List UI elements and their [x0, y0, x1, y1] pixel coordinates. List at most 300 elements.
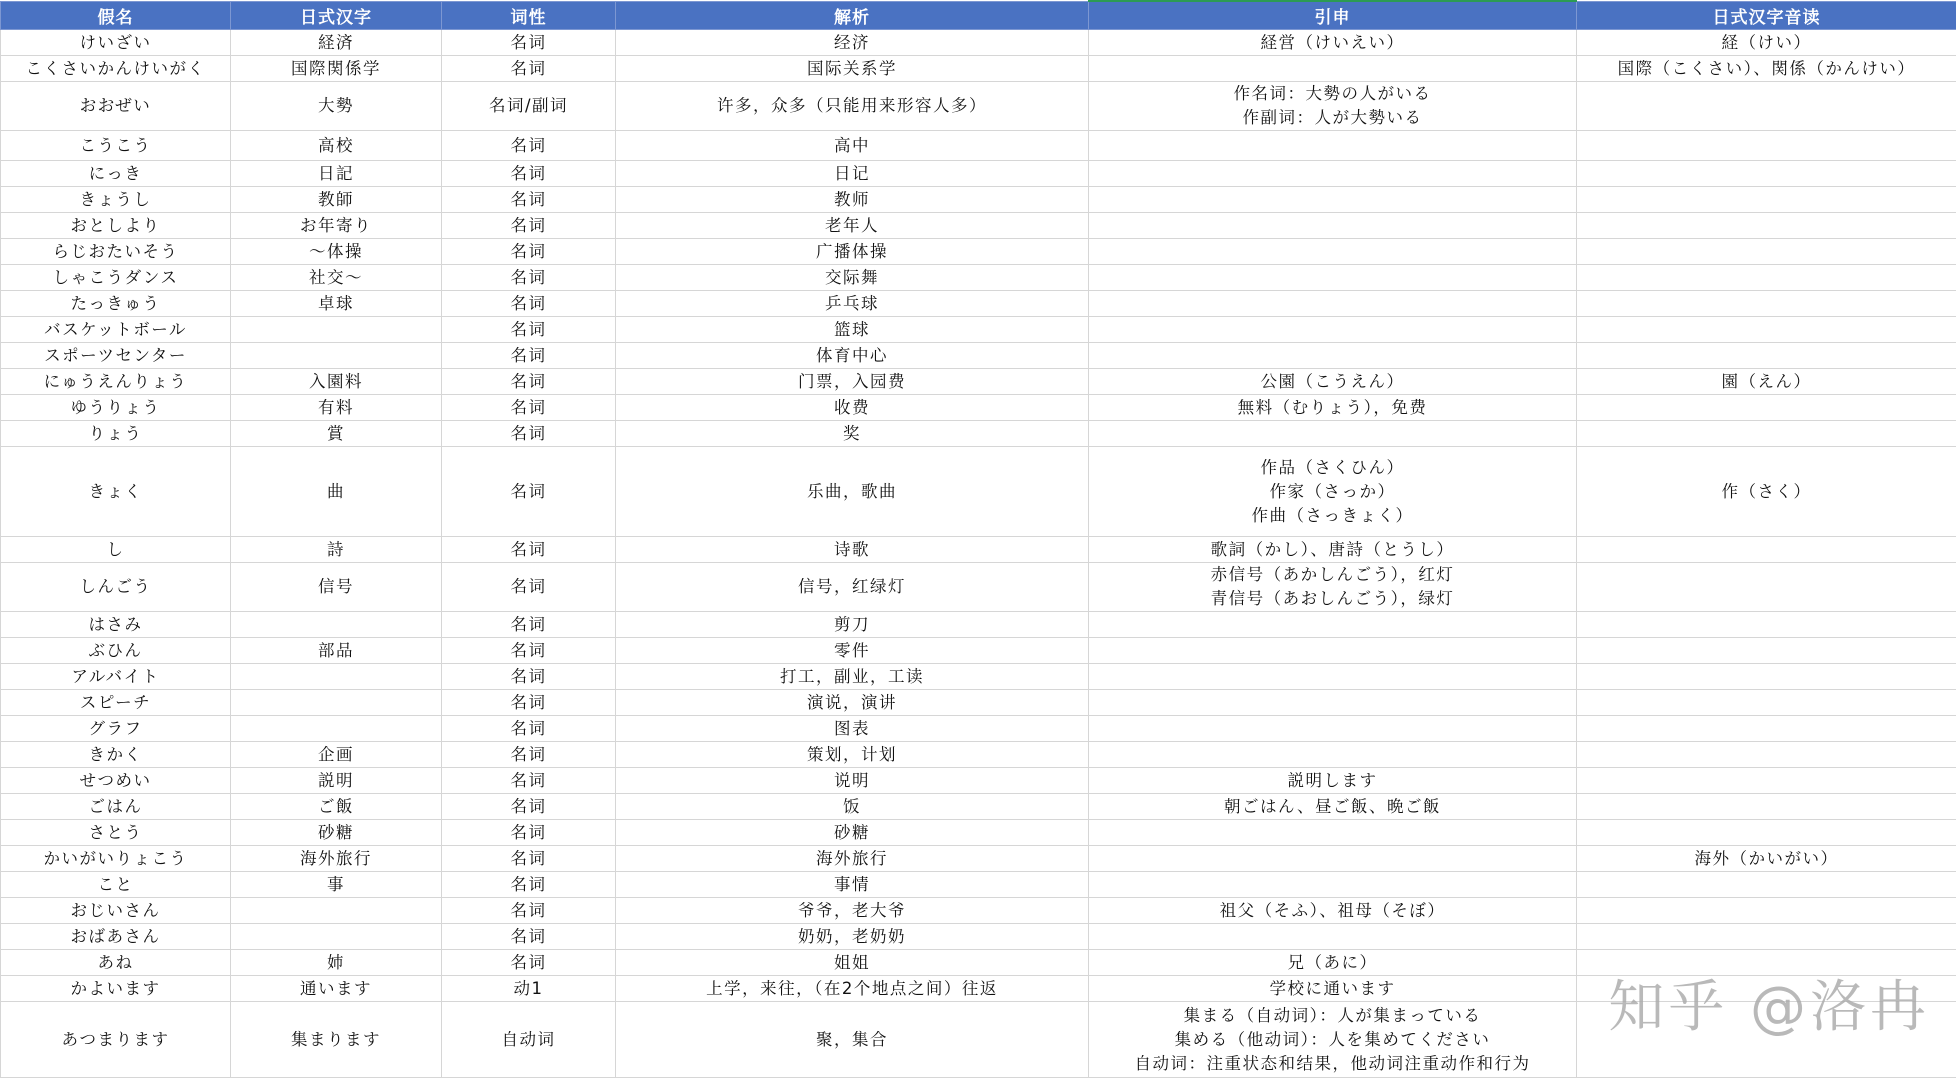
table-row [1, 30, 1956, 56]
meaning-cell [616, 213, 1089, 239]
table-row [1, 872, 1956, 898]
cell-text: 乒乓球 [618, 292, 1086, 316]
kana-cell [1, 768, 231, 794]
on-reading-cell [1577, 924, 1956, 950]
kanji-cell [231, 239, 442, 265]
kanji-cell [231, 82, 442, 131]
kanji-cell [231, 187, 442, 213]
pos-cell [442, 187, 616, 213]
cell-text: 名词 [444, 717, 613, 741]
header-meaning: 解析 [616, 1, 1089, 30]
kana-cell [1, 131, 231, 161]
kana-cell [1, 317, 231, 343]
extension-cell [1089, 794, 1577, 820]
kanji-cell [231, 950, 442, 976]
pos-cell [442, 690, 616, 716]
cell-text: 说明 [618, 769, 1086, 793]
pos-cell [442, 82, 616, 131]
cell-text: 聚，集合 [618, 1028, 1086, 1052]
header-kanji: 日式汉字 [231, 1, 442, 30]
meaning-cell [616, 30, 1089, 56]
cell-text: 名词 [444, 899, 613, 923]
cell-text: 集める（他动词）：人を集めてください [1091, 1028, 1574, 1052]
cell-text: 名词 [444, 480, 613, 504]
extension-cell [1089, 537, 1577, 563]
cell-text: 社交～ [233, 266, 439, 290]
table-row [1, 213, 1956, 239]
cell-text: 名词 [444, 538, 613, 562]
kanji-cell [231, 421, 442, 447]
cell-text: 学校に通います [1091, 977, 1574, 1001]
cell-text: 名词 [444, 821, 613, 845]
table-row [1, 846, 1956, 872]
extension-cell [1089, 976, 1577, 1002]
cell-text: 経（けい） [1579, 31, 1954, 55]
cell-text: りょう [3, 422, 228, 446]
cell-text: 动1 [444, 977, 613, 1001]
meaning-cell [616, 161, 1089, 187]
kanji-cell [231, 820, 442, 846]
cell-text: 门票，入园费 [618, 370, 1086, 394]
cell-text: ～体操 [233, 240, 439, 264]
on-reading-cell [1577, 187, 1956, 213]
meaning-cell [616, 976, 1089, 1002]
meaning-cell [616, 317, 1089, 343]
kana-cell [1, 638, 231, 664]
cell-text: 砂糖 [618, 821, 1086, 845]
pos-cell [442, 30, 616, 56]
table-row [1, 716, 1956, 742]
cell-text: 海外旅行 [618, 847, 1086, 871]
on-reading-cell [1577, 239, 1956, 265]
kanji-cell [231, 369, 442, 395]
extension-cell [1089, 395, 1577, 421]
cell-text: たっきゅう [3, 292, 228, 316]
kanji-cell [231, 563, 442, 612]
cell-text: 剪刀 [618, 613, 1086, 637]
on-reading-cell [1577, 369, 1956, 395]
table-row [1, 447, 1956, 537]
on-reading-cell [1577, 213, 1956, 239]
pos-cell [442, 820, 616, 846]
on-reading-cell [1577, 664, 1956, 690]
header-kana: 假名 [1, 1, 231, 30]
cell-text: こくさいかんけいがく [3, 57, 228, 81]
meaning-cell [616, 369, 1089, 395]
kana-cell [1, 395, 231, 421]
kanji-cell [231, 537, 442, 563]
extension-cell [1089, 317, 1577, 343]
cell-text: し [3, 538, 228, 562]
table-row [1, 768, 1956, 794]
cell-text: 作（さく） [1579, 480, 1954, 504]
cell-text: バスケットボール [3, 318, 228, 342]
cell-text: 名词 [444, 422, 613, 446]
pos-cell [442, 56, 616, 82]
extension-cell [1089, 369, 1577, 395]
extension-cell [1089, 213, 1577, 239]
cell-text: ぶひん [3, 639, 228, 663]
extension-cell [1089, 1002, 1577, 1078]
extension-cell [1089, 716, 1577, 742]
cell-text: グラフ [3, 717, 228, 741]
pos-cell [442, 343, 616, 369]
cell-text: 奶奶，老奶奶 [618, 925, 1086, 949]
cell-text: 饭 [618, 795, 1086, 819]
extension-cell [1089, 638, 1577, 664]
pos-cell [442, 638, 616, 664]
meaning-cell [616, 343, 1089, 369]
pos-cell [442, 131, 616, 161]
cell-text: 作副词：人が大勢いる [1091, 106, 1574, 130]
cell-text: 名词 [444, 743, 613, 767]
kanji-cell [231, 872, 442, 898]
on-reading-cell [1577, 82, 1956, 131]
kana-cell [1, 846, 231, 872]
kanji-cell [231, 690, 442, 716]
meaning-cell [616, 742, 1089, 768]
extension-cell [1089, 690, 1577, 716]
on-reading-cell [1577, 421, 1956, 447]
cell-text: 名词 [444, 691, 613, 715]
cell-text: スポーツセンター [3, 344, 228, 368]
kanji-cell [231, 343, 442, 369]
table-row [1, 898, 1956, 924]
cell-text: 朝ごはん、昼ご飯、晩ご飯 [1091, 795, 1574, 819]
extension-cell [1089, 664, 1577, 690]
on-reading-cell [1577, 976, 1956, 1002]
cell-text: ゆうりょう [3, 396, 228, 420]
header-on-reading: 日式汉字音读 [1577, 1, 1956, 30]
meaning-cell [616, 563, 1089, 612]
cell-text: さとう [3, 821, 228, 845]
cell-text: 诗歌 [618, 538, 1086, 562]
kanji-cell [231, 447, 442, 537]
cell-text: 企画 [233, 743, 439, 767]
kana-cell [1, 239, 231, 265]
meaning-cell [616, 421, 1089, 447]
cell-text: 国際関係学 [233, 57, 439, 81]
table-body [1, 30, 1956, 1078]
cell-text: 集まる（自动词）：人が集まっている [1091, 1004, 1574, 1028]
meaning-cell [616, 1002, 1089, 1078]
table-row [1, 187, 1956, 213]
cell-text: 名词 [444, 575, 613, 599]
pos-cell [442, 768, 616, 794]
cell-text: 名词/副词 [444, 94, 613, 118]
cell-text: 体育中心 [618, 344, 1086, 368]
table-row [1, 131, 1956, 161]
cell-text: 名词 [444, 134, 613, 158]
cell-text: 祖父（そふ）、祖母（そぼ） [1091, 899, 1574, 923]
kanji-cell [231, 846, 442, 872]
kana-cell [1, 794, 231, 820]
on-reading-cell [1577, 317, 1956, 343]
table-row [1, 690, 1956, 716]
table-row [1, 291, 1956, 317]
pos-cell [442, 291, 616, 317]
on-reading-cell [1577, 846, 1956, 872]
cell-text: 高校 [233, 134, 439, 158]
on-reading-cell [1577, 768, 1956, 794]
cell-text: 经济 [618, 31, 1086, 55]
meaning-cell [616, 291, 1089, 317]
cell-text: こうこう [3, 134, 228, 158]
cell-text: 名词 [444, 188, 613, 212]
on-reading-cell [1577, 30, 1956, 56]
cell-text: 日记 [618, 162, 1086, 186]
extension-cell [1089, 187, 1577, 213]
on-reading-cell [1577, 742, 1956, 768]
kanji-cell [231, 768, 442, 794]
cell-text: 名词 [444, 769, 613, 793]
cell-text: けいざい [3, 31, 228, 55]
on-reading-cell [1577, 56, 1956, 82]
on-reading-cell [1577, 265, 1956, 291]
cell-text: お年寄り [233, 214, 439, 238]
table-row [1, 265, 1956, 291]
table-row [1, 239, 1956, 265]
meaning-cell [616, 794, 1089, 820]
cell-text: ごはん [3, 795, 228, 819]
extension-cell [1089, 421, 1577, 447]
table-row [1, 664, 1956, 690]
table-row [1, 950, 1956, 976]
cell-text: きかく [3, 743, 228, 767]
cell-text: 名词 [444, 613, 613, 637]
pos-cell [442, 239, 616, 265]
meaning-cell [616, 187, 1089, 213]
header-row [1, 1, 1956, 30]
meaning-cell [616, 924, 1089, 950]
table-row [1, 1002, 1956, 1078]
kana-cell [1, 690, 231, 716]
cell-text: らじおたいそう [3, 240, 228, 264]
cell-text: 教师 [618, 188, 1086, 212]
kana-cell [1, 213, 231, 239]
cell-text: 国際（こくさい）、関係（かんけい） [1579, 57, 1954, 81]
cell-text: 事 [233, 873, 439, 897]
kana-cell [1, 976, 231, 1002]
cell-text: にゅうえんりょう [3, 370, 228, 394]
cell-text: 名词 [444, 292, 613, 316]
cell-text: 青信号（あおしんごう），绿灯 [1091, 587, 1574, 611]
cell-text: 通います [233, 977, 439, 1001]
cell-text: 説明 [233, 769, 439, 793]
pos-cell [442, 1002, 616, 1078]
cell-text: 経済 [233, 31, 439, 55]
cell-text: 打工，副业，工读 [618, 665, 1086, 689]
cell-text: かいがいりょこう [3, 847, 228, 871]
meaning-cell [616, 846, 1089, 872]
pos-cell [442, 846, 616, 872]
pos-cell [442, 950, 616, 976]
cell-text: 経営（けいえい） [1091, 31, 1574, 55]
kana-cell [1, 820, 231, 846]
kana-cell [1, 612, 231, 638]
meaning-cell [616, 768, 1089, 794]
cell-text: おじいさん [3, 899, 228, 923]
table-row [1, 537, 1956, 563]
table-row [1, 976, 1956, 1002]
cell-text: 賞 [233, 422, 439, 446]
kanji-cell [231, 30, 442, 56]
cell-text: 奖 [618, 422, 1086, 446]
cell-text: しんごう [3, 575, 228, 599]
cell-text: 自动词 [444, 1028, 613, 1052]
pos-cell [442, 369, 616, 395]
cell-text: かよいます [3, 977, 228, 1001]
kana-cell [1, 82, 231, 131]
table-row [1, 820, 1956, 846]
meaning-cell [616, 265, 1089, 291]
cell-text: 名词 [444, 639, 613, 663]
on-reading-cell [1577, 1002, 1956, 1078]
meaning-cell [616, 716, 1089, 742]
on-reading-cell [1577, 131, 1956, 161]
kanji-cell [231, 317, 442, 343]
kana-cell [1, 716, 231, 742]
extension-cell [1089, 742, 1577, 768]
kana-cell [1, 447, 231, 537]
cell-text: 零件 [618, 639, 1086, 663]
cell-text: 入園料 [233, 370, 439, 394]
pos-cell [442, 317, 616, 343]
kana-cell [1, 563, 231, 612]
table-row [1, 317, 1956, 343]
on-reading-cell [1577, 537, 1956, 563]
kanji-cell [231, 213, 442, 239]
cell-text: 赤信号（あかしんごう），红灯 [1091, 563, 1574, 587]
pos-cell [442, 716, 616, 742]
cell-text: 姐姐 [618, 951, 1086, 975]
meaning-cell [616, 612, 1089, 638]
cell-text: 名词 [444, 31, 613, 55]
kana-cell [1, 369, 231, 395]
meaning-cell [616, 950, 1089, 976]
cell-text: 作品（さくひん） [1091, 456, 1574, 480]
cell-text: 名词 [444, 162, 613, 186]
cell-text: 名词 [444, 214, 613, 238]
cell-text: 曲 [233, 480, 439, 504]
extension-cell [1089, 563, 1577, 612]
meaning-cell [616, 56, 1089, 82]
pos-cell [442, 161, 616, 187]
watermark: 知乎 @洛冉 [1210, 958, 1930, 1048]
cell-text: こと [3, 873, 228, 897]
on-reading-cell [1577, 872, 1956, 898]
table-row [1, 82, 1956, 131]
cell-text: 老年人 [618, 214, 1086, 238]
kana-cell [1, 265, 231, 291]
cell-text: 名词 [444, 370, 613, 394]
cell-text: 名词 [444, 396, 613, 420]
table-row [1, 794, 1956, 820]
pos-cell [442, 664, 616, 690]
meaning-cell [616, 395, 1089, 421]
cell-text: 上学，来往，（在2个地点之间）往返 [618, 977, 1086, 1001]
cell-text: 名词 [444, 951, 613, 975]
on-reading-cell [1577, 794, 1956, 820]
extension-cell [1089, 131, 1577, 161]
pos-cell [442, 872, 616, 898]
cell-text: 日記 [233, 162, 439, 186]
cell-text: 兄（あに） [1091, 951, 1574, 975]
table-row [1, 638, 1956, 664]
cell-text: せつめい [3, 769, 228, 793]
cell-text: あね [3, 951, 228, 975]
kana-cell [1, 1002, 231, 1078]
pos-cell [442, 976, 616, 1002]
pos-cell [442, 421, 616, 447]
table-row [1, 421, 1956, 447]
kanji-cell [231, 794, 442, 820]
cell-text: おばあさん [3, 925, 228, 949]
cell-text: 乐曲，歌曲 [618, 480, 1086, 504]
extension-cell [1089, 265, 1577, 291]
extension-cell [1089, 30, 1577, 56]
on-reading-cell [1577, 563, 1956, 612]
kanji-cell [231, 664, 442, 690]
cell-text: ご飯 [233, 795, 439, 819]
meaning-cell [616, 820, 1089, 846]
table-row [1, 369, 1956, 395]
table-row [1, 563, 1956, 612]
on-reading-cell [1577, 395, 1956, 421]
cell-text: 砂糖 [233, 821, 439, 845]
on-reading-cell [1577, 447, 1956, 537]
cell-text: 信号 [233, 575, 439, 599]
cell-text: 名词 [444, 795, 613, 819]
cell-text: 教師 [233, 188, 439, 212]
cell-text: 许多，众多（只能用来形容人多） [618, 94, 1086, 118]
cell-text: 集まります [233, 1028, 439, 1052]
cell-text: 園（えん） [1579, 370, 1954, 394]
on-reading-cell [1577, 161, 1956, 187]
cell-text: 名词 [444, 925, 613, 949]
pos-cell [442, 742, 616, 768]
on-reading-cell [1577, 343, 1956, 369]
cell-text: 名词 [444, 344, 613, 368]
kana-cell [1, 161, 231, 187]
kana-cell [1, 30, 231, 56]
cell-text: 交际舞 [618, 266, 1086, 290]
table-row [1, 395, 1956, 421]
kanji-cell [231, 924, 442, 950]
meaning-cell [616, 239, 1089, 265]
cell-text: 信号，红绿灯 [618, 575, 1086, 599]
cell-text: あつまります [3, 1028, 228, 1052]
cell-text: 演说，演讲 [618, 691, 1086, 715]
kana-cell [1, 187, 231, 213]
cell-text: 歌詞（かし）、唐詩（とうし） [1091, 538, 1574, 562]
kanji-cell [231, 742, 442, 768]
extension-cell [1089, 924, 1577, 950]
extension-cell [1089, 846, 1577, 872]
pos-cell [442, 794, 616, 820]
meaning-cell [616, 664, 1089, 690]
kanji-cell [231, 716, 442, 742]
kanji-cell [231, 898, 442, 924]
kanji-cell [231, 1002, 442, 1078]
kanji-cell [231, 638, 442, 664]
pos-cell [442, 612, 616, 638]
kanji-cell [231, 161, 442, 187]
kanji-cell [231, 976, 442, 1002]
table-row [1, 742, 1956, 768]
kana-cell [1, 898, 231, 924]
cell-text: 名词 [444, 240, 613, 264]
